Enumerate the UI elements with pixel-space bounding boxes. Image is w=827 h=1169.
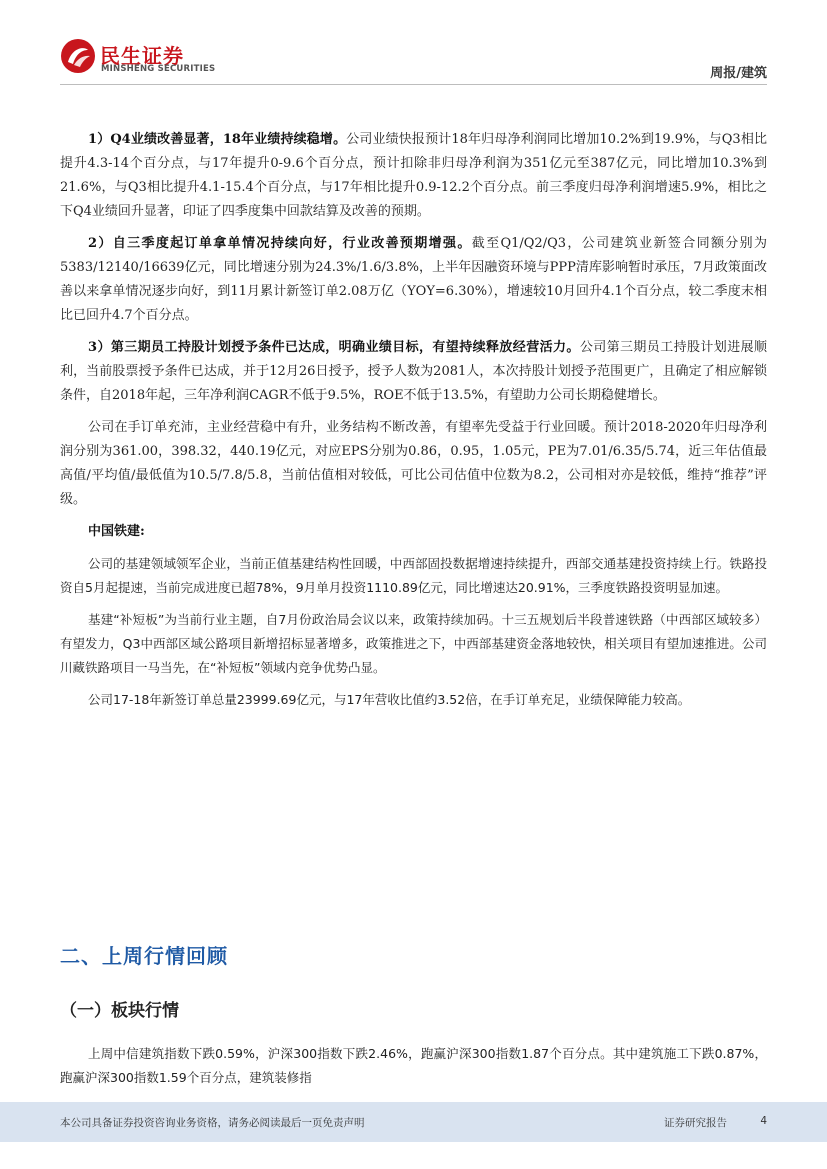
paragraph-text: 公司业绩快报预计18年归母净利润同比增加10.2%到19.9%，与Q3相比提升4.3-14个百分点，与17年提升0-9.6个百分点，预计扣除非归母净利润为351亿元至387亿元，同比增加10.3%到21.6%，与Q3相比提升4.1-15.4个百分点，与17年相比提升0.9-12.2个百分点。前三季度归母净利润增速5.9%，相比之下Q4业绩回升显著，印证了四季度集中回款结算及改善的预期。 — [60, 132, 767, 219]
page-number: 4 — [760, 1115, 767, 1127]
footer-doc-type: 证券研究报告 — [664, 1117, 727, 1129]
company-label-crcc — [60, 520, 767, 544]
report-type: 周报/建筑 — [710, 66, 767, 81]
paragraph-orders — [60, 232, 767, 328]
paragraph-heading: 2）自三季度起订单拿单情况持续向好，行业改善预期增强。 — [88, 236, 472, 251]
section-heading: 二、上周行情回顾 — [60, 944, 228, 968]
market-review — [60, 1042, 767, 1090]
paragraph-heading: 1）Q4业绩改善显著，18年业绩持续稳增。 — [88, 132, 347, 147]
paragraph-esop — [60, 336, 767, 408]
header-divider — [60, 84, 767, 85]
paragraph-crcc-orders: 公司17-18年新签订单总量23999.69亿元，与17年营收比值约3.52倍，在手订单充足，业绩保障能力较高。 — [88, 692, 691, 707]
paragraph-q4-performance — [60, 128, 767, 224]
page-footer — [0, 1102, 827, 1142]
logo-chinese-name: 民生证券 — [100, 44, 184, 68]
body-content — [60, 128, 767, 712]
paragraph-text: 公司第三期员工持股计划进展顺利，当前股票授予条件已达成，并于12月26日授予，授予人数为2081人，本次持股计划授予范围更广，且确定了相应解锁条件，自2018年起，三年净利润CAGR不低于9.5%，ROE不低于13.5%，有望助力公司长期稳健增长。 — [60, 340, 767, 403]
paragraph-valuation: 公司在手订单充沛，主业经营稳中有升，业务结构不断改善，有望率先受益于行业回暖。预计2018-2020年归母净利润分别为361.00，398.32，440.19亿元，对应EPS分别为0.86，0.95，1.05元，PE为7.01/6.35/5.74，近三年估值最高值/平均值/最低值为10.5/7.8/5.8，当前估值相对较低，可比公司估值中位数为8.2，公司相对亦是较低，维持“推荐”评级。 — [60, 420, 767, 507]
paragraph-crcc-policy: 基建“补短板”为当前行业主题，自7月份政治局会议以来，政策持续加码。十三五规划后半段普速铁路（中西部区域较多）有望发力，Q3中西部区域公路项目新增招标显著增多，政策推进之下，中西部基建资金落地较快，相关项目有望加速推进。公司川藏铁路项目一马当先，在“补短板”领域内竞争优势凸显。 — [60, 612, 767, 675]
paragraph-crcc-overview: 公司的基建领域领军企业，当前正值基建结构性回暖，中西部固投数据增速持续提升，西部交通基建投资持续上行。铁路投资自5月起提速，当前完成进度已超78%，9月单月投资1110.89亿元，同比增速达20.91%，三季度铁路投资明显加速。 — [60, 556, 767, 595]
paragraph-text: 截至Q1/Q2/Q3，公司建筑业新签合同额分别为5383/12140/16639亿元，同比增速分别为24.3%/1.6/3.8%，上半年因融资环境与PPP清库影响暂时承压，7月政策面改善以来拿单情况逐步向好，到11月累计新签订单2.08万亿（YOY=6.30%），增速较10月回升4.1个百分点，较二季度末相比已回升4.7个百分点。 — [60, 236, 768, 323]
subsection-heading: （一）板块行情 — [60, 1001, 179, 1021]
logo-english-name: MINSHENG SECURITIES — [101, 64, 216, 74]
footer-disclaimer: 本公司具备证券投资咨询业务资格，请务必阅读最后一页免责声明 — [60, 1117, 365, 1129]
minsheng-logo-icon — [60, 38, 96, 74]
company-name: 中国铁建: — [88, 524, 145, 539]
company-logo — [60, 38, 220, 78]
paragraph-market-review: 上周中信建筑指数下跌0.59%，沪深300指数下跌2.46%，跑赢沪深300指数1.87个百分点。其中建筑施工下跌0.87%，跑赢沪深300指数1.59个百分点，建筑装修指 — [60, 1046, 767, 1085]
paragraph-heading: 3）第三期员工持股计划授予条件已达成，明确业绩目标，有望持续释放经营活力。 — [88, 340, 580, 355]
page-header — [0, 0, 827, 90]
